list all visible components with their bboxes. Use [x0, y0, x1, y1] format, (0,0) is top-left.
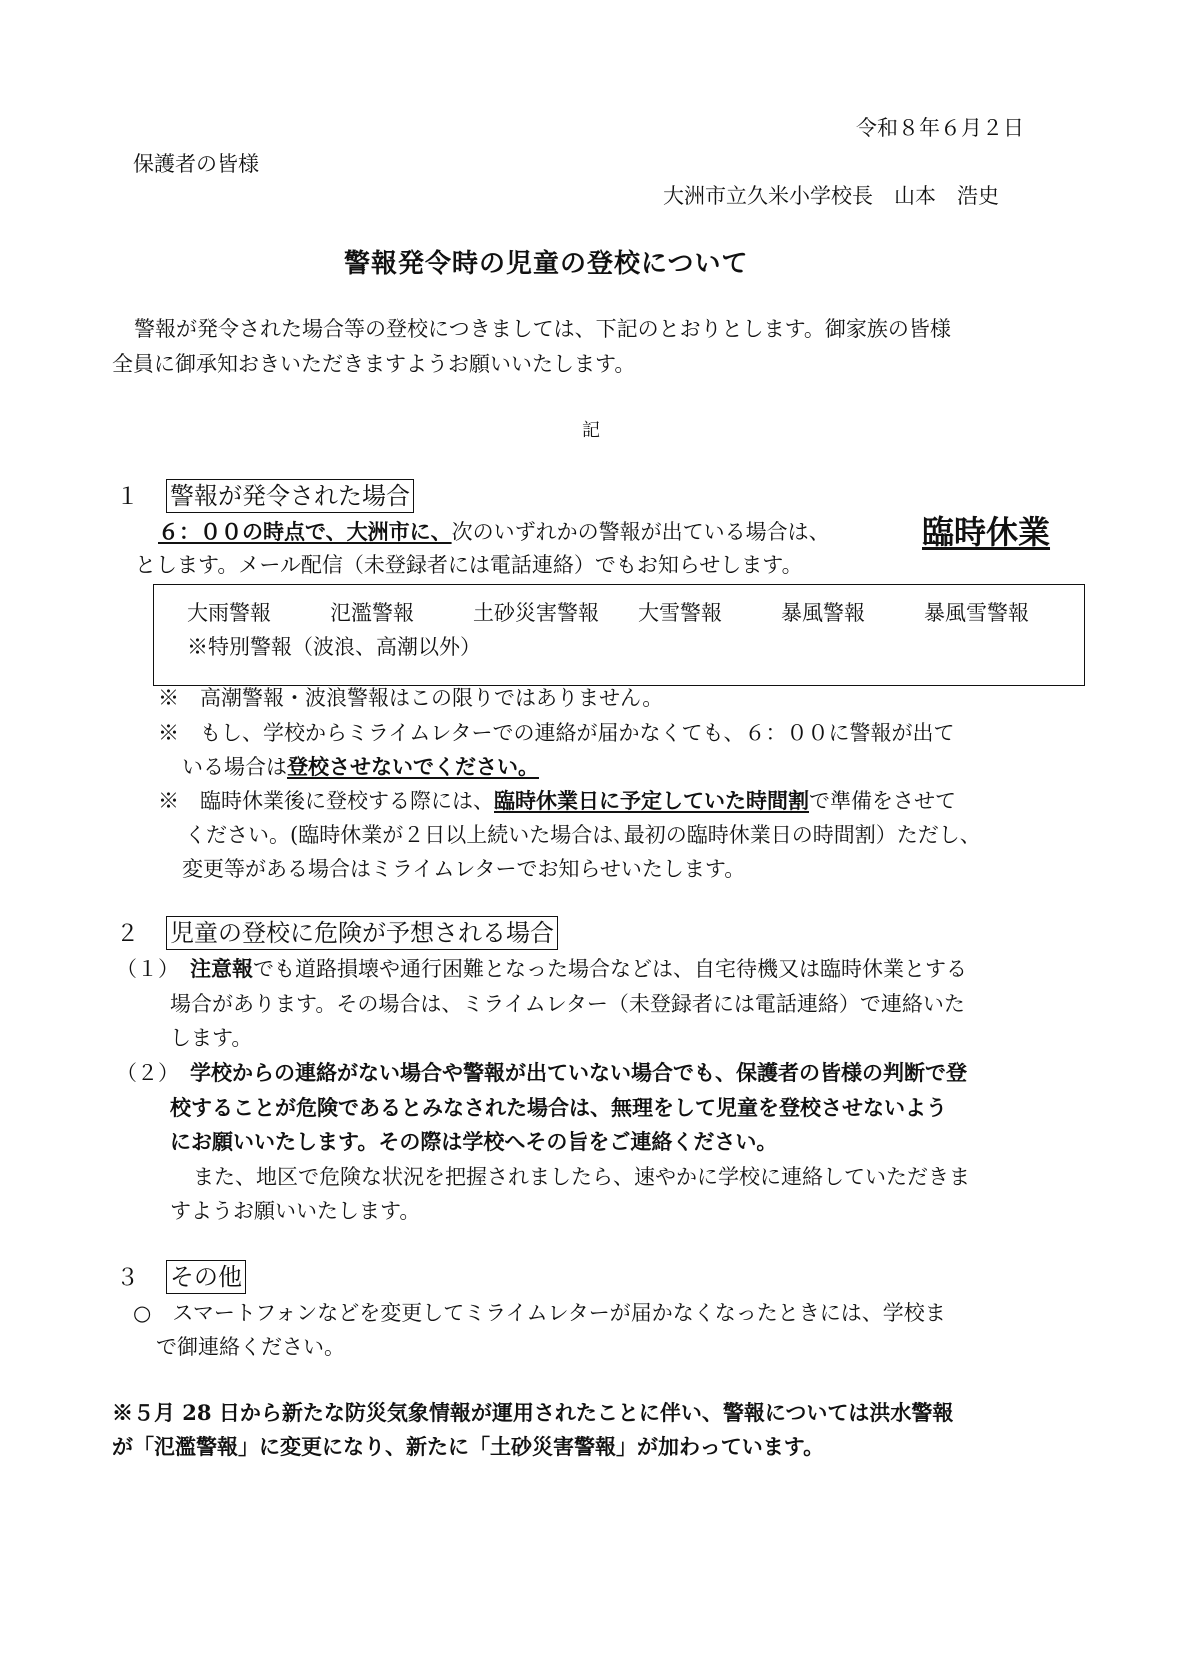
item-1-line-1: 注意報でも道路損壊や通行困難となった場合などは、自宅待機又は臨時休業とする: [190, 956, 967, 981]
lead-text: 次のいずれかの警報が出ている場合は、: [451, 520, 830, 544]
section-2-number: ２: [116, 921, 139, 947]
page-title: 警報発令時の児童の登校について: [344, 249, 749, 279]
recipient: 保護者の皆様: [133, 152, 259, 176]
section-3-item-line-2: で御連絡ください。: [156, 1335, 345, 1359]
section-1-lead: [158, 516, 830, 548]
rinji-kyugyo-emphasis: 臨時休業: [922, 513, 1051, 551]
section-3-item-line-1: ○ スマートフォンなどを変更してミライムレターが届かなくなったときには、学校ま: [133, 1301, 946, 1325]
section-1-number: １: [116, 484, 139, 510]
item-2-line-4: また、地区で危険な状況を把握されましたら、速やかに学校に連絡していただきま: [193, 1165, 970, 1189]
item-2-line-2: 校することが危険であるとみなされた場合は、無理をして児童を登校させないよう: [170, 1095, 947, 1120]
section-3-heading: その他: [166, 1260, 246, 1294]
item-1-line-3: します。: [170, 1026, 253, 1050]
note-1: ※ 高潮警報・波浪警報はこの限りではありません。: [158, 686, 664, 710]
item-2-line-3: にお願いいたします。その際は学校へその旨をご連絡ください。: [170, 1129, 778, 1154]
warning-item: 土砂災害警報: [473, 601, 599, 625]
sender: 大洲市立久米小学校長 山本 浩史: [663, 184, 999, 208]
section-2-heading: 児童の登校に危険が予想される場合: [166, 916, 558, 950]
warning-item: 暴風雪警報: [924, 601, 1029, 625]
ki-label: 記: [582, 420, 600, 441]
item-1-label: （１）: [116, 957, 179, 981]
note-3-line-2: ください。(臨時休業が２日以上続いた場合は､最初の臨時休業日の時間割）ただし、: [185, 823, 981, 847]
lead-bold-text: ６：００の時点で、大洲市に、: [158, 519, 452, 544]
footer-note-line-2: が「氾濫警報」に変更になり、新たに「土砂災害警報」が加わっています。: [112, 1434, 825, 1459]
item-1-line-2: 場合があります。その場合は、ミライムレター（未登録者には電話連絡）で連絡いた: [170, 992, 965, 1016]
warning-item: 氾濫警報: [330, 601, 414, 625]
intro-line-1: 警報が発令された場合等の登校につきましては、下記のとおりとします。御家族の皆様: [134, 317, 951, 341]
timetable-emphasis: 臨時休業日に予定していた時間割: [494, 788, 809, 813]
section-1-heading: 警報が発令された場合: [166, 479, 414, 513]
do-not-send-text: 登校させないでください。: [287, 754, 539, 779]
warning-item: 大雨警報: [187, 601, 271, 625]
footer-note-line-1: ※５月 28 日から新たな防災気象情報が運用されたことに伴い、警報については洪水警報: [112, 1400, 954, 1425]
note-2-line-2: いる場合は登校させないでください。: [182, 754, 539, 779]
special-warning-note: ※特別警報（波浪、高潮以外）: [187, 635, 481, 659]
document-date: 令和８年６月２日: [856, 116, 1024, 140]
warning-item: 暴風警報: [781, 601, 865, 625]
note-3-line-1: ※ 臨時休業後に登校する際には、臨時休業日に予定していた時間割で準備をさせて: [158, 788, 956, 813]
item-2-line-1: 学校からの連絡がない場合や警報が出ていない場合でも、保護者の皆様の判断で登: [190, 1060, 967, 1085]
warning-item: 大雪警報: [638, 601, 722, 625]
note-3-line-3: 変更等がある場合はミライムレターでお知らせいたします。: [182, 857, 746, 881]
section-3-number: ３: [116, 1265, 139, 1291]
item-2-label: （２）: [116, 1061, 179, 1085]
note-2-line-1: ※ もし、学校からミライムレターでの連絡が届かなくても、６：００に警報が出て: [158, 721, 955, 745]
intro-line-2: 全員に御承知おきいただきますようお願いいたします。: [112, 352, 636, 376]
chuihou-bold: 注意報: [190, 956, 253, 981]
item-2-line-5: すようお願いいたします。: [170, 1199, 421, 1223]
section-1-line-2: とします。メール配信（未登録者には電話連絡）でもお知らせします。: [135, 553, 803, 577]
